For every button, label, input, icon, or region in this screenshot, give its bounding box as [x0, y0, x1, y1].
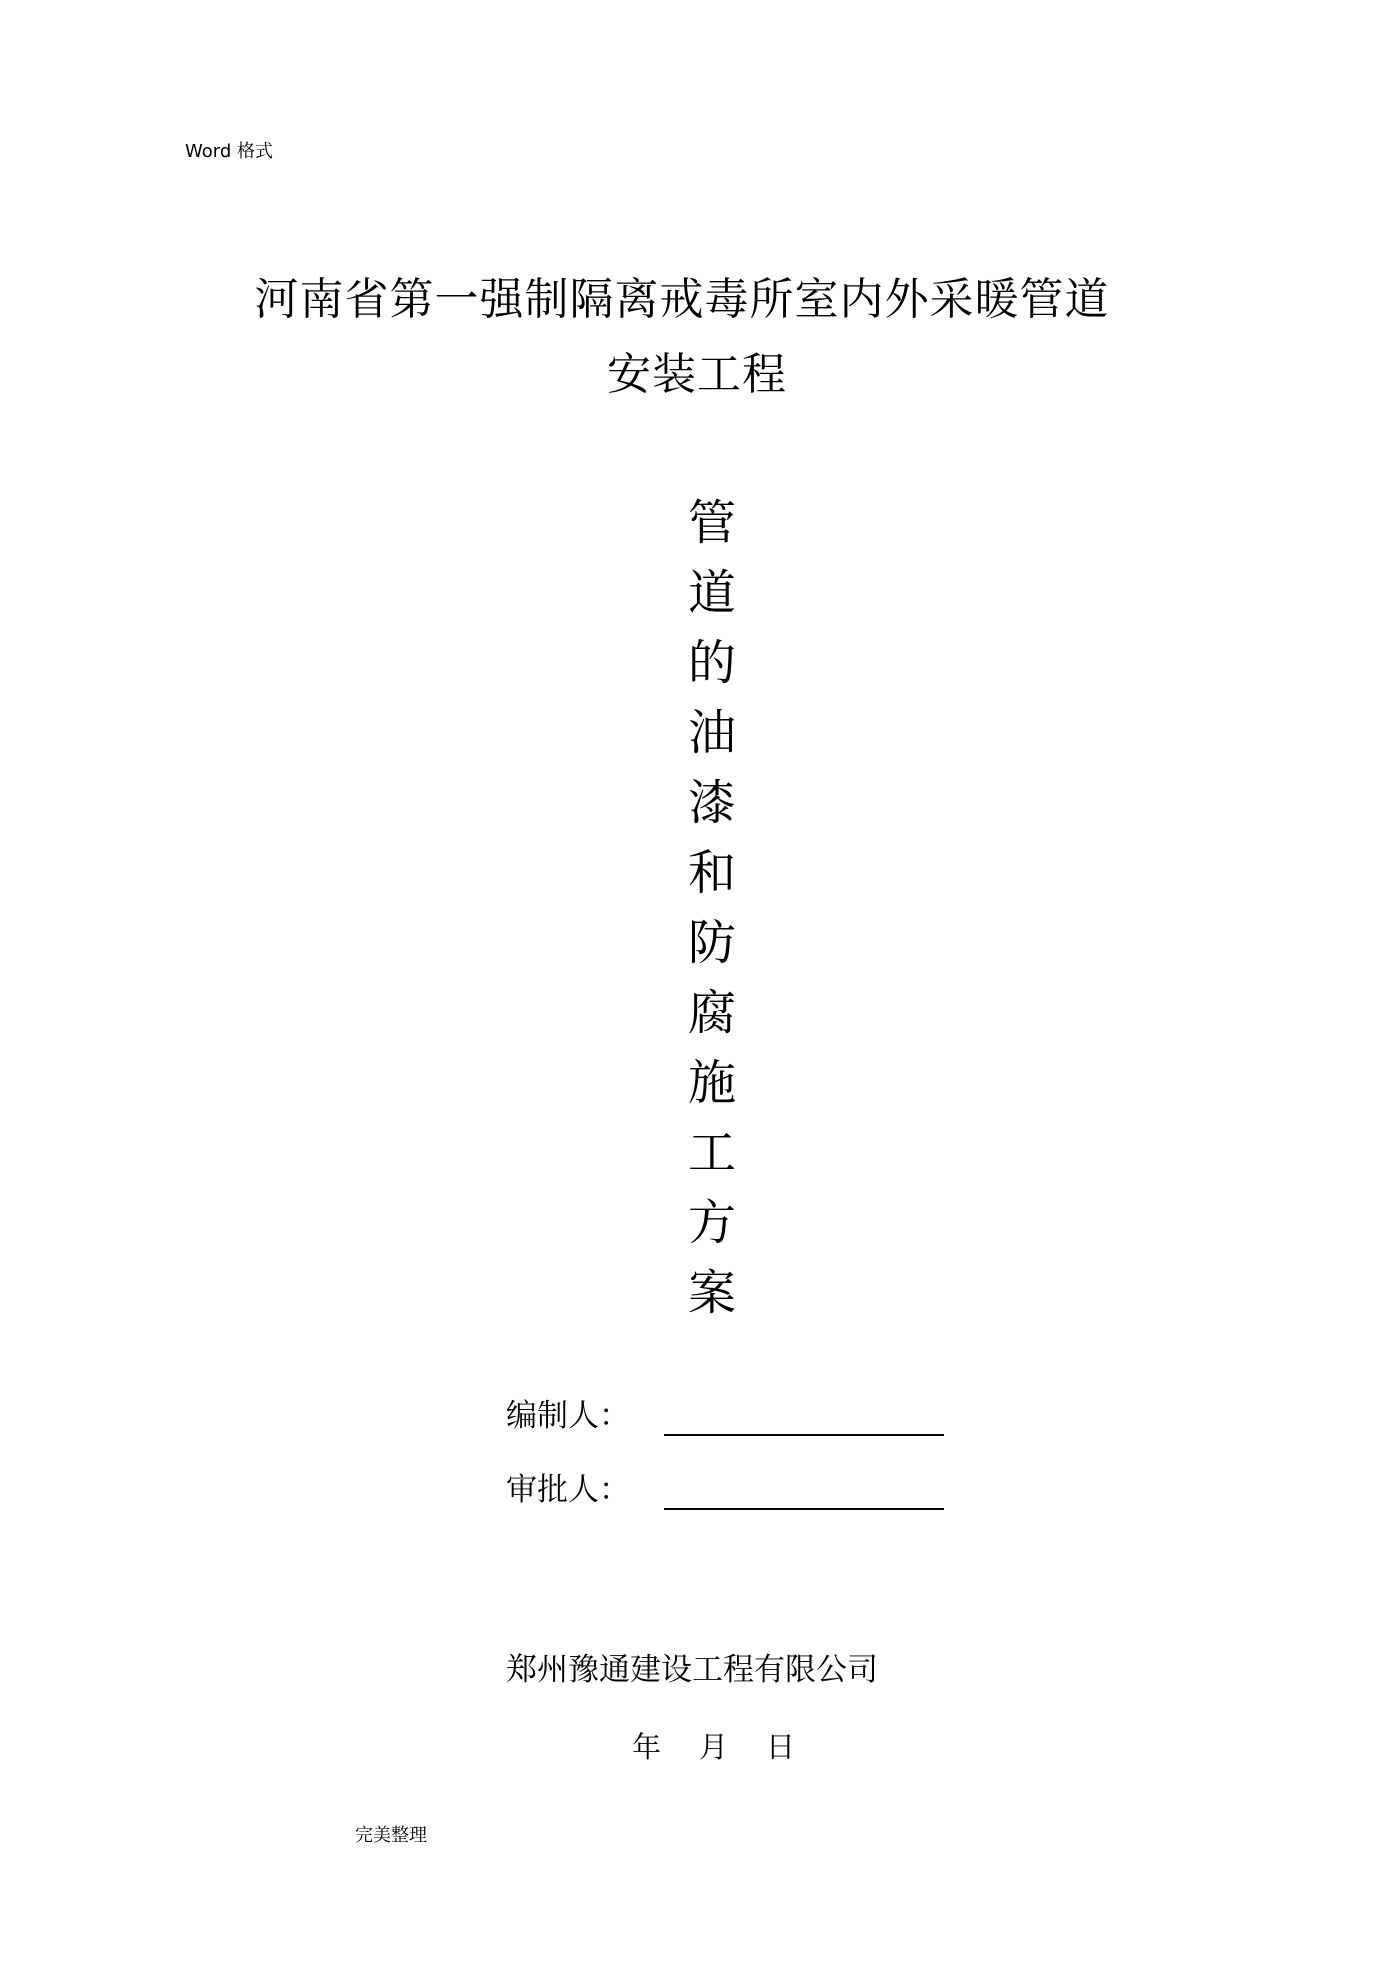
- editor-signature-row: [506, 1392, 944, 1436]
- header-note: Word 格式: [185, 141, 273, 162]
- date-year-label: 年: [632, 1730, 662, 1764]
- project-title-line2: 安装工程: [607, 349, 787, 400]
- plan-title-char: 案: [687, 1265, 736, 1321]
- editor-label: 编制人：: [506, 1398, 630, 1434]
- plan-title-char: 防: [687, 915, 736, 971]
- plan-title-char: 施: [687, 1055, 736, 1111]
- plan-title-char: 和: [687, 845, 736, 901]
- approver-signature-row: [506, 1466, 944, 1510]
- plan-title-char: 的: [687, 635, 736, 691]
- plan-title-char: 管: [687, 495, 736, 551]
- project-title-line1: 河南省第一强制隔离戒毒所室内外采暖管道: [254, 274, 1110, 325]
- plan-title-char: 腐: [687, 985, 736, 1041]
- date-day-label: 日: [766, 1730, 796, 1764]
- footer-note: 完美整理: [355, 1825, 427, 1846]
- approver-label: 审批人：: [506, 1472, 630, 1508]
- company-name: 郑州豫通建设工程有限公司: [506, 1652, 878, 1688]
- editor-signature-line: [664, 1398, 944, 1436]
- plan-title-char: 油: [687, 705, 736, 761]
- plan-title-vertical: [682, 488, 742, 1328]
- plan-title-char: 道: [687, 565, 736, 621]
- approver-signature-line: [664, 1472, 944, 1510]
- date-month-label: 月: [699, 1730, 729, 1764]
- plan-title-char: 漆: [687, 775, 736, 831]
- plan-title-char: 工: [687, 1125, 736, 1181]
- date-row: [632, 1727, 795, 1767]
- plan-title-char: 方: [687, 1195, 736, 1251]
